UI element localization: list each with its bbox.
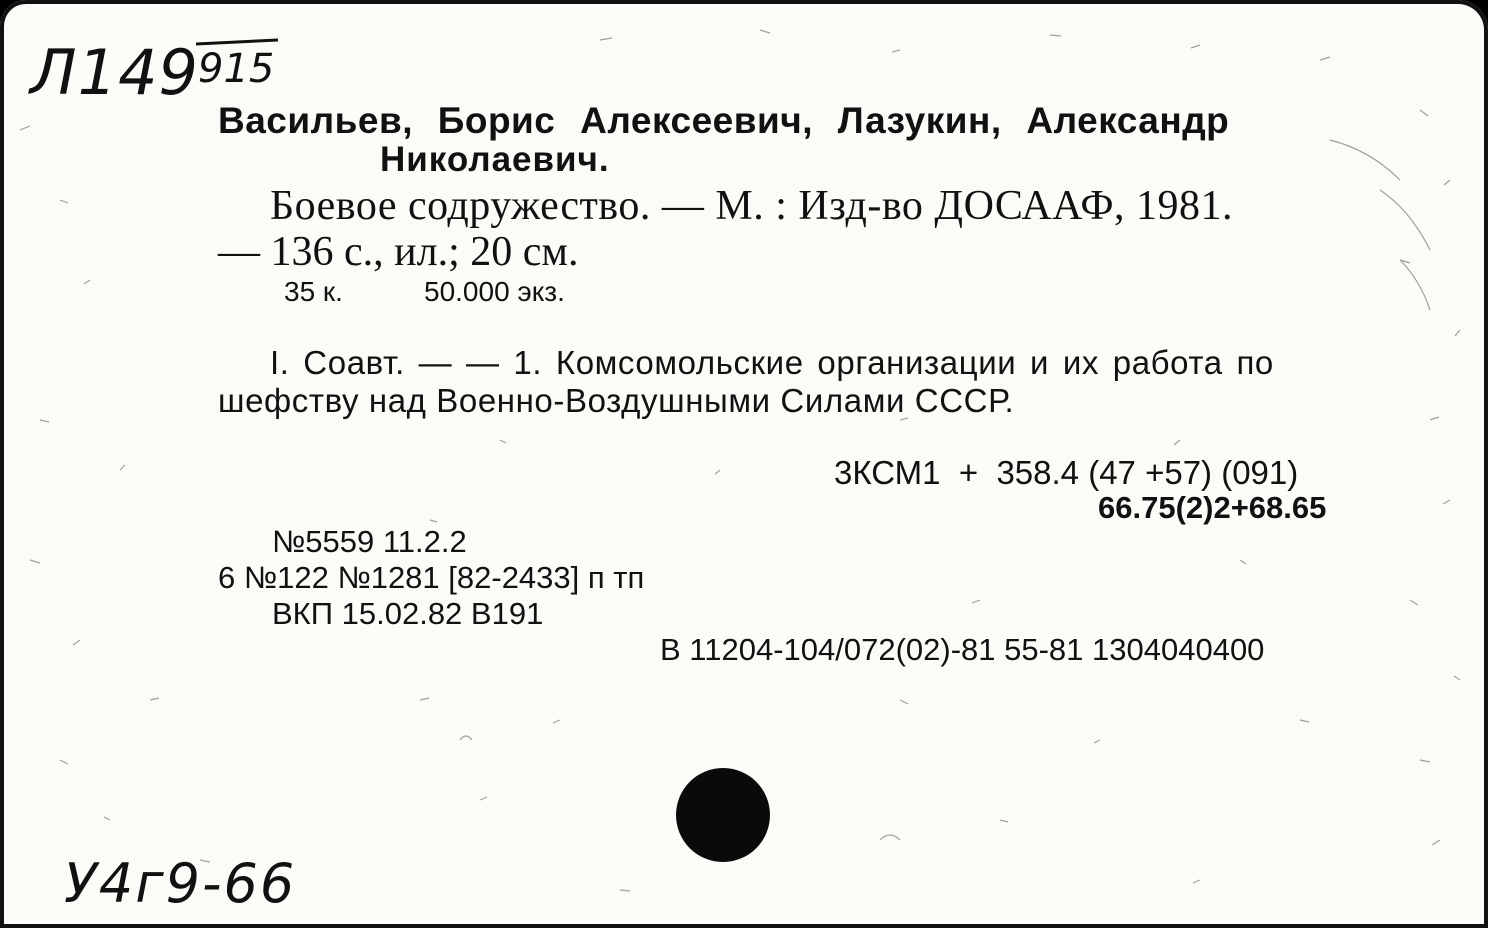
author-line-1: Васильев, Борис Алексеевич, Лазукин, Александр	[218, 100, 1230, 141]
print-run: 50.000 экз.	[424, 276, 565, 307]
classification-line-1: 3КСМ1 + 358.4 (47 +57) (091)	[834, 454, 1299, 491]
subject-line-1: I. Соавт. — — 1. Комсомольские организации и их работа по	[270, 344, 1274, 381]
title-line-2: — 136 с., ил.; 20 см.	[218, 229, 579, 275]
price: 35 к.	[284, 276, 343, 307]
author-line-2: Николаевич.	[380, 140, 610, 179]
punch-hole	[676, 768, 770, 862]
handwritten-inventory: У4г9-66	[64, 852, 297, 915]
handwritten-overline	[192, 34, 292, 54]
title-line-1: Боевое содружество. — М. : Изд-во ДОСААФ, 1981.	[270, 183, 1234, 229]
subject-line-2: шефству над Военно-Воздушными Силами СССР.	[218, 382, 1015, 419]
handwritten-shelfmark-small: 915	[198, 46, 275, 92]
handwritten-shelfmark: Л149	[30, 36, 199, 109]
ref-line-2: 6 №122 №1281 [82-2433] п тп	[218, 560, 645, 595]
ref-line-1: №5559 11.2.2	[272, 524, 467, 559]
publishing-code: В 11204-104/072(02)-81 55-81 1304040400	[660, 632, 1265, 667]
ref-line-3: ВКП 15.02.82 В191	[272, 596, 544, 631]
classification-line-2: 66.75(2)2+68.65	[1098, 490, 1327, 525]
